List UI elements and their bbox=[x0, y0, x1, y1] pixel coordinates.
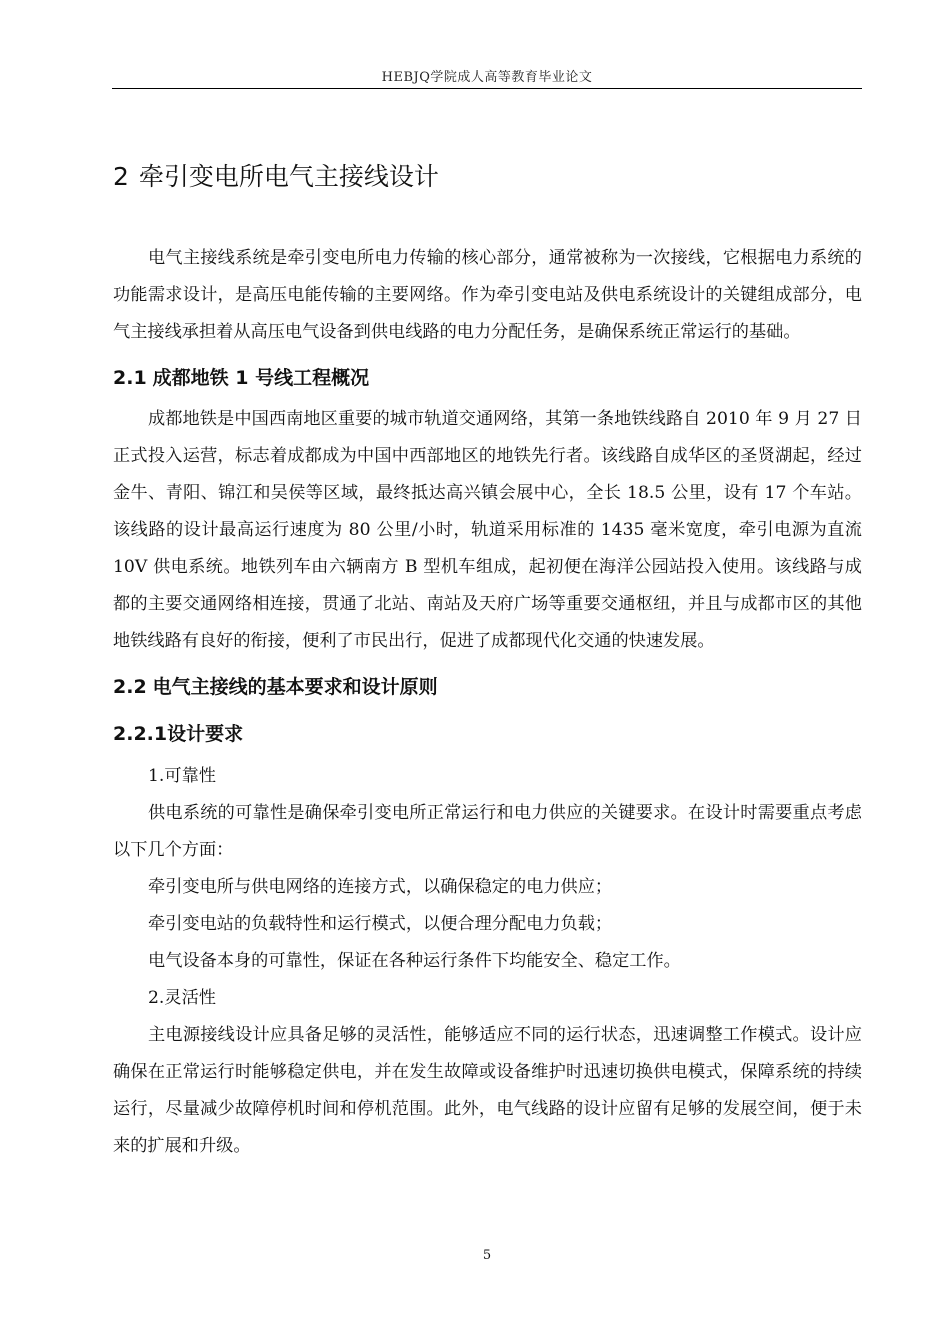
section-2-1-title: 成都地铁 1 号线工程概况 bbox=[152, 367, 370, 389]
spacer bbox=[113, 199, 862, 240]
item-1-paragraph: 供电系统的可靠性是确保牵引变电所正常运行和电力供应的关键要求。在设计时需要重点考虑以下几个方面： bbox=[113, 803, 862, 860]
chapter-title bbox=[113, 155, 862, 199]
chapter-number: 2 bbox=[113, 162, 129, 191]
item-1-point: 牵引变电站的负载特性和运行模式，以便合理分配电力负载； bbox=[148, 914, 613, 934]
page-number: 5 bbox=[482, 1248, 492, 1263]
header-divider bbox=[112, 88, 862, 89]
section-2-2-1-number: 2.2.1 bbox=[113, 723, 168, 745]
item-1-point: 电气设备本身的可靠性，保证在各种运行条件下均能安全、稳定工作。 bbox=[148, 951, 681, 971]
section-2-2-heading bbox=[113, 664, 862, 710]
chapter-title-text: 牵引变电所电气主接线设计 bbox=[138, 162, 439, 191]
section-2-2-title: 电气主接线的基本要求和设计原则 bbox=[152, 676, 438, 698]
section-2-1-paragraph: 成都地铁是中国西南地区重要的城市轨道交通网络，其第一条地铁线路自 2010 年 9 月 27 日正式投入运营，标志着成都成为中国中西部地区的地铁先行者。该线路自成华区的圣贤湖起，经过金牛、青阳、锦江和吴侯等区域，最终抵达高兴镇会展中心，全长 18.5 公里，设有 17 个车站。该线路的设计最高运行速度为 80 公里/小时，轨道采用标准的 1435 毫米宽度，牵引电源为直流 10V 供电系统。地铁列车由六辆南方 B 型机车组成，起初便在海洋公园站投入使用。该线路与成都的主要交通网络相连接，贯通了北站、南站及天府广场等重要交通枢纽，并且与成都市区的其他地铁线路有良好的衔接，便利了市民出行，促进了成都现代化交通的快速发展。 bbox=[113, 409, 862, 651]
section-2-1-heading bbox=[113, 355, 862, 401]
section-2-2-1-title: 设计要求 bbox=[167, 723, 244, 745]
page-header: HEBJQ学院成人高等教育毕业论文 bbox=[381, 70, 593, 85]
item-2-label: 2.灵活性 bbox=[148, 988, 216, 1008]
intro-paragraph: 电气主接线系统是牵引变电所电力传输的核心部分，通常被称为一次接线，它根据电力系统的功能需求设计，是高压电能传输的主要网络。作为牵引变电站及供电系统设计的关键组成部分，电气主接线承担着从高压电气设备到供电线路的电力分配任务，是确保系统正常运行的基础。 bbox=[113, 248, 862, 342]
section-2-2-1-heading bbox=[113, 710, 862, 758]
item-1-point: 牵引变电所与供电网络的连接方式，以确保稳定的电力供应； bbox=[148, 877, 613, 897]
item-1-label: 1.可靠性 bbox=[148, 766, 216, 786]
document-body bbox=[113, 155, 862, 1165]
item-2-paragraph: 主电源接线设计应具备足够的灵活性，能够适应不同的运行状态，迅速调整工作模式。设计应确保在正常运行时能够稳定供电，并在发生故障或设备维护时迅速切换供电模式，保障系统的持续运行，尽量减少故障停机时间和停机范围。此外，电气线路的设计应留有足够的发展空间，便于未来的扩展和升级。 bbox=[113, 1025, 862, 1156]
section-2-1-number: 2.1 bbox=[113, 367, 147, 389]
section-2-2-number: 2.2 bbox=[113, 676, 147, 698]
